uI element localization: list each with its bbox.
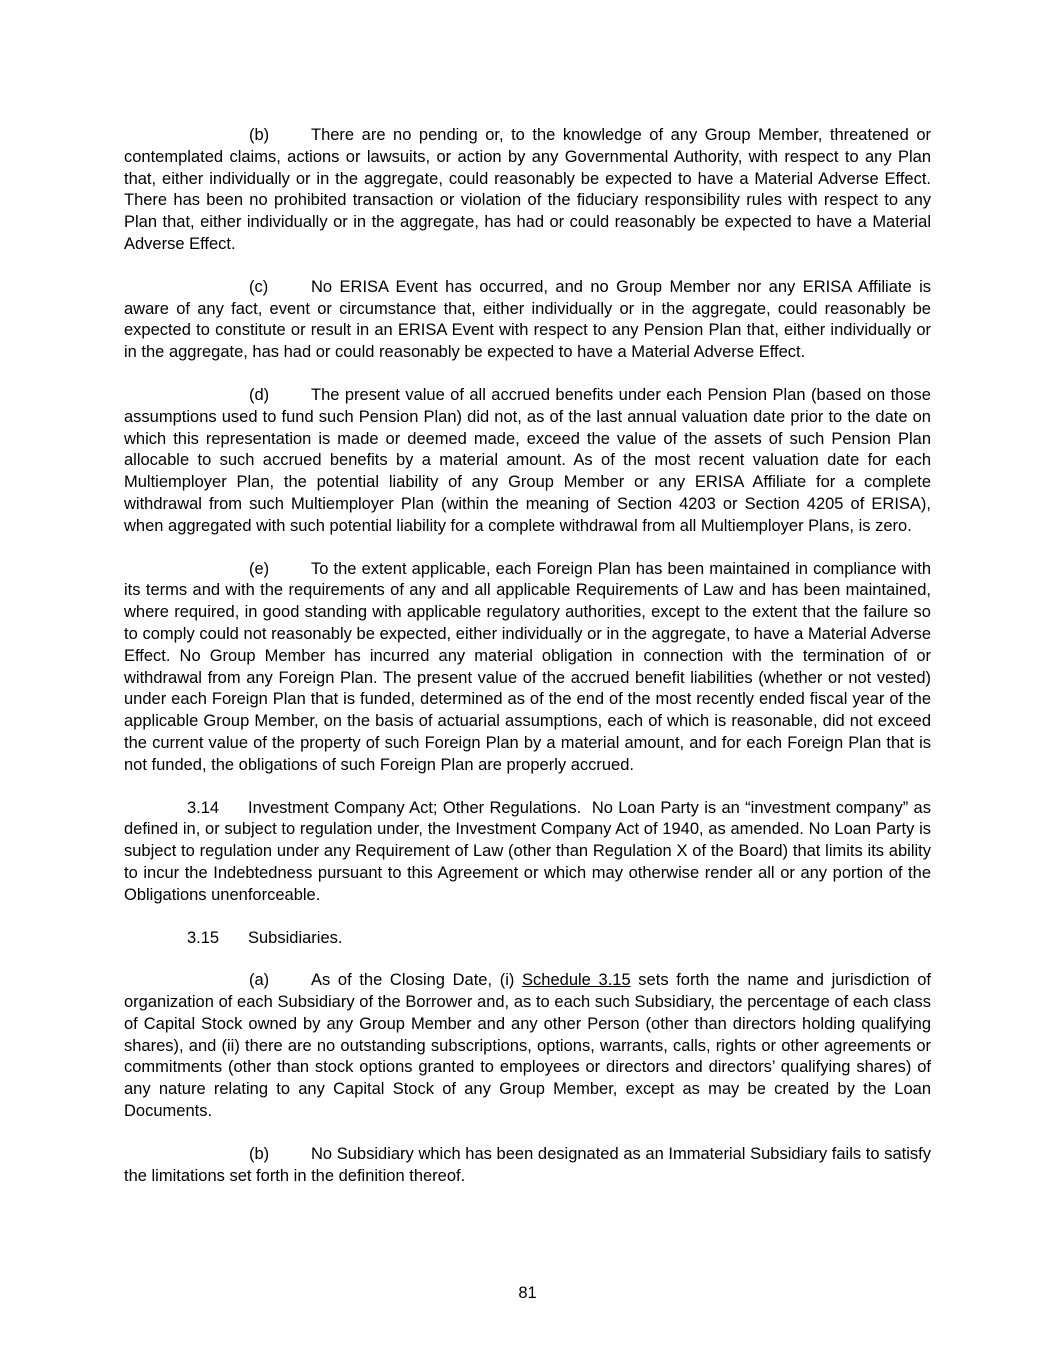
- section-number: 3.14: [187, 798, 220, 817]
- paragraph-text: The present value of all accrued benefits under each Pension Plan (based on those assumptions used to fund such Pension Plan) did not, as of the last annual valuation date prior to the date on which this representation is made or deemed made, exceed the value of the assets of such Pension Plan allocable to such accrued benefits by a material amount. As of the most recent valuation date for each Multiemployer Plan, the potential liability of any Group Member or any ERISA Affiliate for a complete withdrawal from such Multiemployer Plan (within the meaning of Section 4203 or Section 4205 of ERISA), when aggregated with such potential liability for a complete withdrawal from all Multiemployer Plans, is zero.: [124, 385, 931, 535]
- paragraph-text: No ERISA Event has occurred, and no Group Member nor any ERISA Affiliate is aware of any fact, event or circumstance that, either individually or in the aggregate, could reasonably be expected to constitute or result in an ERISA Event with respect to any Pension Plan that, either individually or in the aggregate, has had or could reasonably be expected to have a Material Adverse Effect.: [124, 277, 931, 362]
- paragraph-3-13-d: [124, 385, 931, 538]
- paragraph-3-13-e: [124, 559, 931, 777]
- page-number: 81: [518, 1284, 537, 1302]
- schedule-reference: Schedule 3.15: [522, 971, 631, 990]
- section-text: No Loan Party is an “investment company” as defined in, or subject to regulation under, the Investment Company Act of 1940, as amended. No Loan Party is subject to regulation under any Requirement of Law (other than Regulation X of the Board) that limits its ability to incur the Indebtedness pursuant to this Agreement or which may otherwise render all or any portion of the Obligations unenforceable.: [124, 798, 931, 904]
- paragraph-text: There are no pending or, to the knowledge of any Group Member, threatened or contemplated claims, actions or lawsuits, or action by any Governmental Authority, with respect to any Plan that, either individually or in the aggregate, could reasonably be expected to have a Material Adverse Effect. There has been no prohibited transaction or violation of the fiduciary responsibility rules with respect to any Plan that, either individually or in the aggregate, has had or could reasonably be expected to have a Material Adverse Effect.: [124, 126, 931, 253]
- paragraph-label: (e): [249, 559, 270, 578]
- paragraph-3-13-b: [124, 125, 931, 256]
- section-heading: Subsidiaries.: [248, 928, 343, 947]
- section-3-15: [124, 928, 931, 950]
- section-heading: Investment Company Act; Other Regulations.: [248, 798, 582, 817]
- paragraph-text: No Subsidiary which has been designated as an Immaterial Subsidiary fails to satisfy the limitations set forth in the definition thereof.: [124, 1144, 931, 1185]
- paragraph-label: (c): [249, 277, 269, 296]
- paragraph-3-15-b: [124, 1144, 931, 1188]
- paragraph-text-before: As of the Closing Date, (i): [311, 971, 523, 990]
- section-number: 3.15: [187, 928, 220, 947]
- paragraph-label: (b): [249, 126, 270, 144]
- page-body: [124, 125, 931, 1187]
- paragraph-3-13-c: [124, 277, 931, 364]
- paragraph-label: (b): [249, 1144, 270, 1163]
- paragraph-label: (d): [249, 385, 270, 404]
- section-3-14: [124, 798, 931, 907]
- paragraph-text-after: sets forth the name and jurisdiction of organization of each Subsidiary of the Borrower and, as to each such Subsidiary, the percentage of each class of Capital Stock owned by any Group Member and any other Person (other than directors holding qualifying shares), and (ii) there are no outstanding subscriptions, options, warrants, calls, rights or other agreements or commitments (other than stock options granted to employees or directors and directors’ qualifying shares) of any nature relating to any Capital Stock of any Group Member, except as may be created by the Loan Documents.: [124, 971, 931, 1121]
- paragraph-text: To the extent applicable, each Foreign Plan has been maintained in compliance with its terms and with the requirements of any and all applicable Requirements of Law and has been maintained, where required, in good standing with applicable regulatory authorities, except to the extent that the failure so to comply could not reasonably be expected, either individually or in the aggregate, to have a Material Adverse Effect. No Group Member has incurred any material obligation in connection with the termination of or withdrawal from any Foreign Plan. The present value of the accrued benefit liabilities (whether or not vested) under each Foreign Plan that is funded, determined as of the end of the most recently ended fiscal year of the applicable Group Member, on the basis of actuarial assumptions, each of which is reasonable, did not exceed the current value of the property of such Foreign Plan by a material amount, and for each Foreign Plan that is not funded, the obligations of such Foreign Plan are properly accrued.: [124, 559, 931, 774]
- paragraph-3-15-a: [124, 970, 931, 1123]
- paragraph-label: (a): [249, 971, 270, 990]
